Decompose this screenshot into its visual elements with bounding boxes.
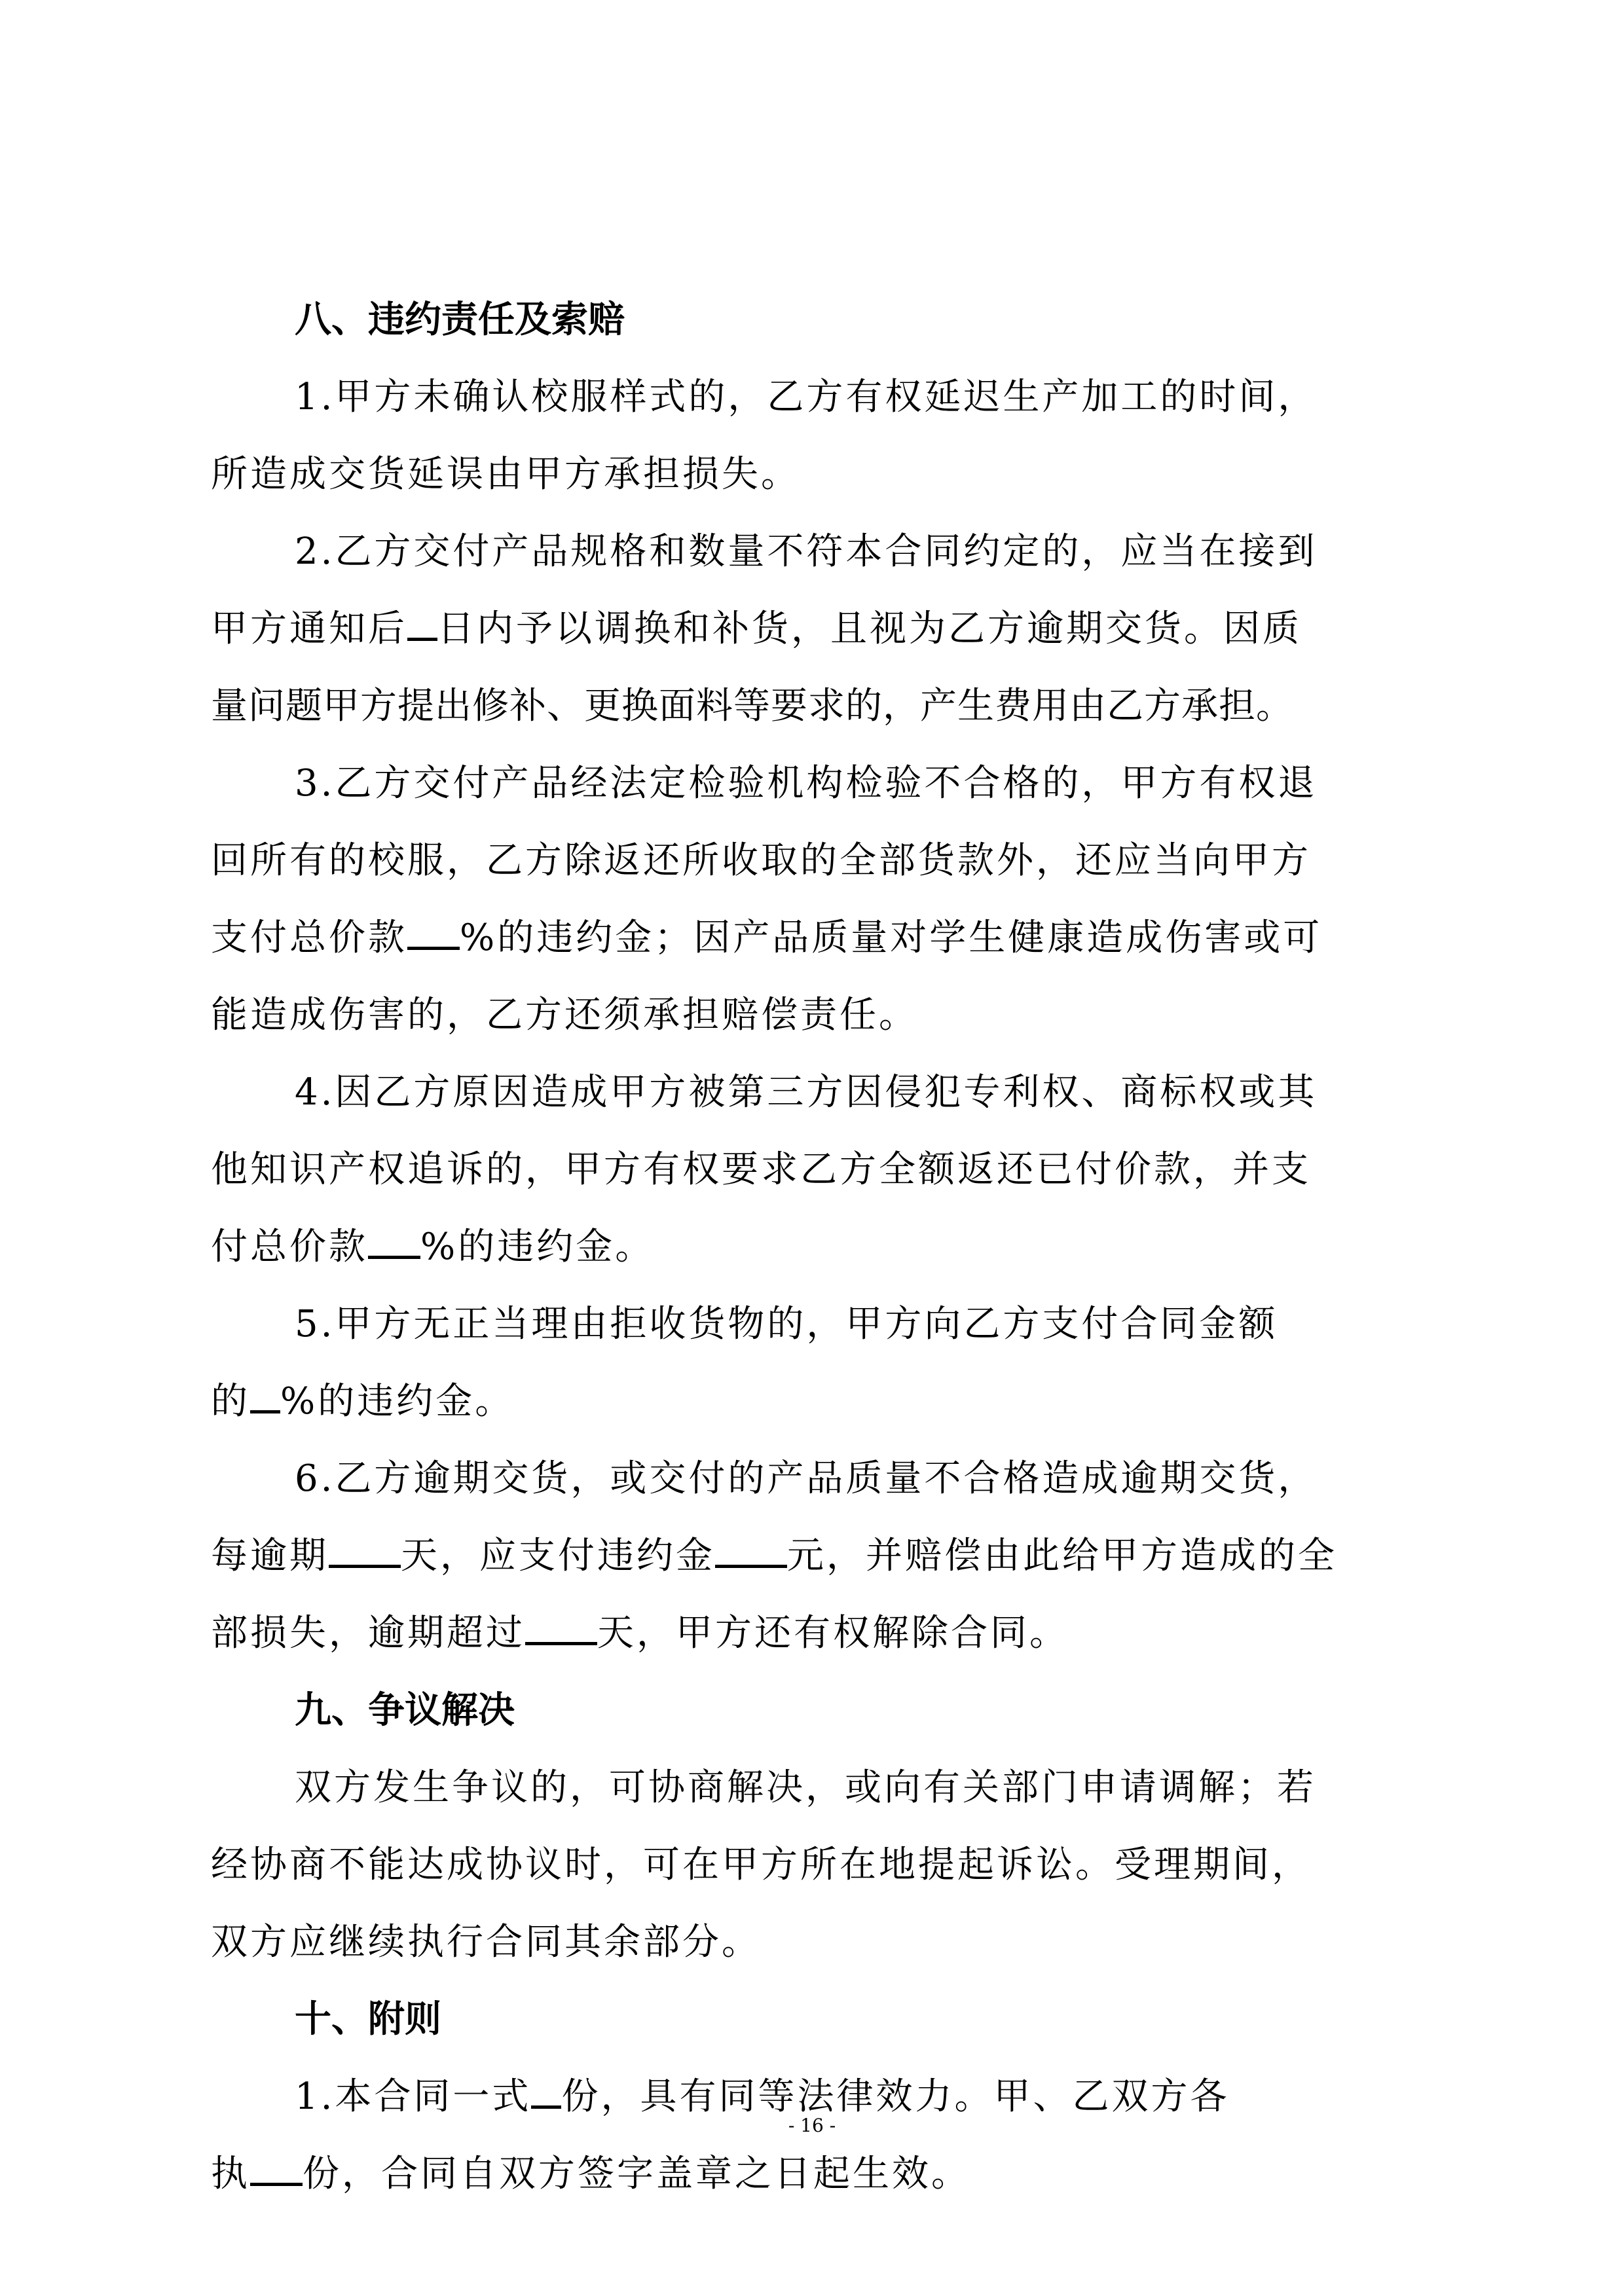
text-fragment: 日内予以调换和补货，且视为乙方逾期交货。因质 xyxy=(437,608,1302,650)
clause-8-2 xyxy=(211,513,1416,745)
fill-in-blank xyxy=(368,1223,420,1259)
fill-in-blank xyxy=(329,1532,401,1568)
text-line: 经协商不能达成协议时，可在甲方所在地提起诉讼。受理期间， xyxy=(211,1844,1311,1886)
clause-8-1 xyxy=(211,359,1416,513)
text-fragment: 甲方通知后 xyxy=(211,608,407,650)
text-line: 量问题甲方提出修补、更换面料等要求的，产生费用由乙方承担。 xyxy=(211,685,1293,727)
clause-9-1 xyxy=(211,1749,1416,1981)
text-fragment: 元，并赔偿由此给甲方造成的全 xyxy=(787,1535,1337,1577)
text-fragment: %的违约金。 xyxy=(280,1380,515,1423)
text-line: 他知识产权追诉的，甲方有权要求乙方全额返还已付价款，并支 xyxy=(211,1148,1311,1191)
text-fragment: 份，具有同等法律效力。甲、乙双方各 xyxy=(561,2075,1230,2118)
text-line: 2.乙方交付产品规格和数量不符本合同约定的，应当在接到 xyxy=(295,530,1318,573)
clause-8-6 xyxy=(211,1440,1416,1672)
page-number: - 16 - xyxy=(788,2115,836,2136)
text-line: 双方发生争议的，可协商解决，或向有关部门申请调解；若 xyxy=(295,1766,1316,1809)
clause-8-5 xyxy=(211,1286,1416,1440)
text-line: 3.乙方交付产品经法定检验机构检验不合格的，甲方有权退 xyxy=(295,762,1318,805)
text-fragment: 付总价款 xyxy=(211,1226,368,1268)
section-heading-9: 九、争议解决 xyxy=(295,1689,515,1732)
text-fragment: 份，合同自双方签字盖章之日起生效。 xyxy=(303,2153,970,2195)
clause-8-3 xyxy=(211,745,1416,1054)
text-line xyxy=(211,1518,1416,1595)
section-heading-10: 十、附则 xyxy=(295,1998,441,2041)
document-body xyxy=(211,282,1416,2213)
text-line: 1.甲方未确认校服样式的，乙方有权延迟生产加工的时间， xyxy=(295,376,1318,418)
text-fragment: 的 xyxy=(211,1380,250,1423)
text-fragment: 执 xyxy=(211,2153,250,2195)
fill-in-blank xyxy=(531,2073,561,2109)
text-line xyxy=(211,2136,1416,2213)
fill-in-blank xyxy=(250,2150,303,2186)
text-fragment: 1.本合同一式 xyxy=(295,2075,532,2118)
text-fragment: 天，应支付违约金 xyxy=(401,1535,715,1577)
text-line: 6.乙方逾期交货，或交付的产品质量不合格造成逾期交货， xyxy=(295,1457,1318,1500)
text-line: 双方应继续执行合同其余部分。 xyxy=(211,1921,761,1963)
text-fragment: 支付总价款 xyxy=(211,917,407,959)
fill-in-blank xyxy=(407,914,460,950)
text-fragment: 天，甲方还有权解除合同。 xyxy=(597,1612,1069,1654)
fill-in-blank xyxy=(715,1532,787,1568)
clause-8-4 xyxy=(211,1054,1416,1286)
text-line xyxy=(211,1363,1416,1440)
text-line xyxy=(211,1595,1416,1672)
text-line: 回所有的校服，乙方除返还所收取的全部货款外，还应当向甲方 xyxy=(211,839,1311,882)
text-fragment: %的违约金；因产品质量对学生健康造成伤害或可 xyxy=(460,917,1323,959)
fill-in-blank xyxy=(250,1377,280,1413)
section-heading-8: 八、违约责任及索赔 xyxy=(295,299,625,341)
text-line: 5.甲方无正当理由拒收货物的，甲方向乙方支付合同金额 xyxy=(295,1303,1278,1345)
text-line: 能造成伤害的，乙方还须承担赔偿责任。 xyxy=(211,994,918,1036)
text-line: 4.因乙方原因造成甲方被第三方因侵犯专利权、商标权或其 xyxy=(295,1071,1318,1114)
text-fragment: 每逾期 xyxy=(211,1535,329,1577)
text-line xyxy=(211,591,1416,668)
text-fragment: 部损失，逾期超过 xyxy=(211,1612,525,1654)
text-fragment: %的违约金。 xyxy=(420,1226,655,1268)
fill-in-blank xyxy=(407,605,437,641)
text-line: 所造成交货延误由甲方承担损失。 xyxy=(211,453,800,496)
text-line xyxy=(211,1209,1416,1286)
text-line xyxy=(211,900,1416,977)
fill-in-blank xyxy=(525,1609,597,1645)
